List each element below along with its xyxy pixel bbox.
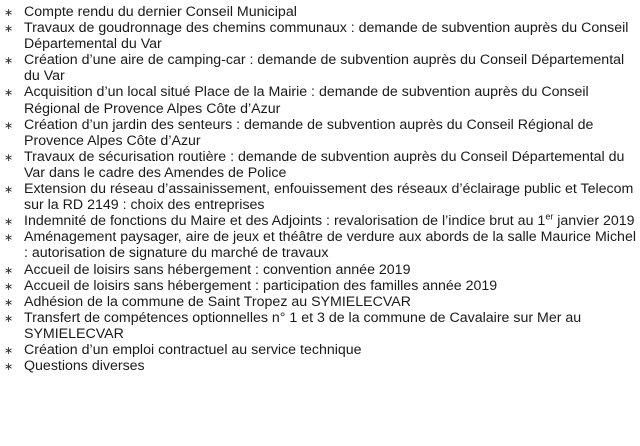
list-item-text (24, 213, 635, 229)
list-item-text: Accueil de loisirs sans hébergement : participation des familles année 2019 (24, 277, 498, 294)
list-item (0, 4, 640, 20)
list-item-text: Acquisition d’un local situé Place de la Mairie : demande de subvention auprès du Conseil Régional de Provence Alpes Côte d’Azur (24, 84, 589, 117)
bullet-icon: ∗ (4, 87, 14, 100)
bullet-icon: ∗ (4, 280, 14, 293)
list-item (0, 52, 640, 84)
list-item (0, 181, 640, 213)
bullet-icon: ∗ (4, 55, 14, 68)
bullet-icon: ∗ (4, 119, 14, 132)
list-item-text-part: Indemnité de fonctions du Maire et des Adjoints : revalorisation de l’indice brut au 1 (24, 213, 546, 230)
list-item (0, 149, 640, 181)
bullet-icon: ∗ (4, 7, 14, 19)
bullet-icon: ∗ (4, 296, 14, 309)
bullet-icon: ∗ (4, 312, 14, 325)
bullet-icon: ∗ (4, 264, 14, 277)
list-item-text: Accueil de loisirs sans hébergement : convention année 2019 (24, 261, 411, 278)
list-item-text: Extension du réseau d’assainissement, enfouissement des réseaux d’éclairage public et Telecom sur la RD 2149 : choix des entreprises (24, 181, 634, 214)
list-item (0, 84, 640, 116)
list-item-text: Questions diverses (24, 358, 145, 375)
list-item (0, 342, 640, 358)
ordinal-superscript: er (545, 211, 554, 222)
list-item (0, 310, 640, 342)
bullet-icon: ∗ (4, 151, 14, 164)
list-item-text-part: janvier 2019 (553, 213, 635, 230)
list-item-text: Création d’un jardin des senteurs : demande de subvention auprès du Conseil Régional de Provence Alpes Côte d’Azur (24, 116, 594, 149)
agenda-list (0, 4, 640, 374)
list-item-text: Travaux de goudronnage des chemins communaux : demande de subvention auprès du Conseil Départemental du Var (24, 20, 629, 53)
list-item (0, 262, 640, 278)
list-item-text: Transfert de compétences optionnelles n° 1 et 3 de la commune de Cavalaire sur Mer au SYMIELECVAR (24, 309, 582, 342)
bullet-icon: ∗ (4, 23, 14, 36)
list-item (0, 229, 640, 261)
bullet-icon: ∗ (4, 184, 14, 197)
list-item-text: Compte rendu du dernier Conseil Municipal (24, 4, 297, 20)
list-item (0, 213, 640, 229)
list-item-text: Adhésion de la commune de Saint Tropez au SYMIELECVAR (24, 293, 411, 310)
list-item (0, 358, 640, 374)
list-item (0, 294, 640, 310)
bullet-icon: ∗ (4, 344, 14, 357)
bullet-icon: ∗ (4, 232, 14, 245)
list-item-text: Création d’une aire de camping-car : demande de subvention auprès du Conseil Départemental du Var (24, 52, 625, 85)
list-item-text: Création d’un emploi contractuel au service technique (24, 341, 362, 358)
bullet-icon: ∗ (4, 216, 14, 229)
list-item (0, 20, 640, 52)
list-item (0, 278, 640, 294)
list-item-text: Aménagement paysager, aire de jeux et théâtre de verdure aux abords de la salle Maurice Michel : autorisation de signature du marché de travaux (24, 229, 636, 262)
list-item-text: Travaux de sécurisation routière : demande de subvention auprès du Conseil Départemental du Var dans le cadre des Amendes de Police (24, 148, 625, 181)
bullet-icon: ∗ (4, 361, 14, 374)
list-item (0, 117, 640, 149)
